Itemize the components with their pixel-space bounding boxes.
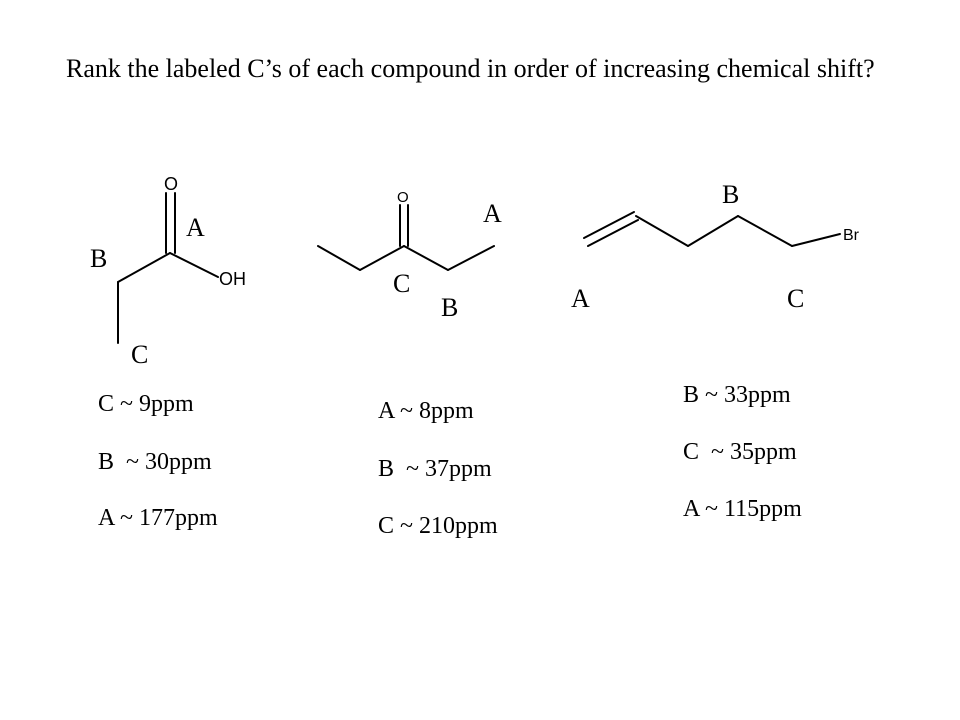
shift-item: A ~ 177ppm — [98, 505, 218, 531]
carbon-label-c: C — [787, 284, 805, 313]
shift-item: C ~ 210ppm — [378, 513, 498, 539]
compound-2-structure — [318, 189, 502, 322]
bond — [318, 246, 360, 270]
hydroxyl-label: OH — [219, 269, 246, 289]
carbon-label-a: A — [483, 199, 502, 228]
compound-1-structure — [90, 174, 246, 369]
carbon-label-c: C — [131, 340, 149, 369]
carbon-label-a: A — [186, 213, 205, 242]
bromine-label: Br — [843, 227, 859, 244]
bond — [688, 216, 738, 246]
bond — [448, 246, 494, 270]
shift-item: B ~ 30ppm — [98, 449, 212, 475]
shift-item: B ~ 37ppm — [378, 456, 492, 482]
bond — [738, 216, 792, 246]
bond — [170, 253, 218, 277]
carbonyl-oxygen-label: O — [397, 189, 409, 206]
compound-3-structure — [571, 180, 860, 313]
bond — [118, 253, 170, 282]
carbon-label-b: B — [722, 180, 740, 209]
carbon-label-a: A — [571, 284, 590, 313]
carbon-label-b: B — [90, 244, 108, 273]
shift-item: C ~ 35ppm — [683, 439, 797, 465]
bond — [636, 216, 688, 246]
shift-item: A ~ 115ppm — [683, 496, 802, 522]
carbon-label-b: B — [441, 293, 459, 322]
bond — [404, 246, 448, 270]
shift-item: C ~ 9ppm — [98, 391, 194, 417]
carbon-label-c: C — [393, 269, 411, 298]
bond — [792, 234, 840, 246]
shift-item: B ~ 33ppm — [683, 382, 791, 408]
bond — [360, 246, 404, 270]
question-text: Rank the labeled C’s of each compound in order of increasing chemical shift? — [66, 54, 875, 83]
carbonyl-oxygen-label: O — [164, 174, 179, 194]
shift-item: A ~ 8ppm — [378, 398, 474, 424]
